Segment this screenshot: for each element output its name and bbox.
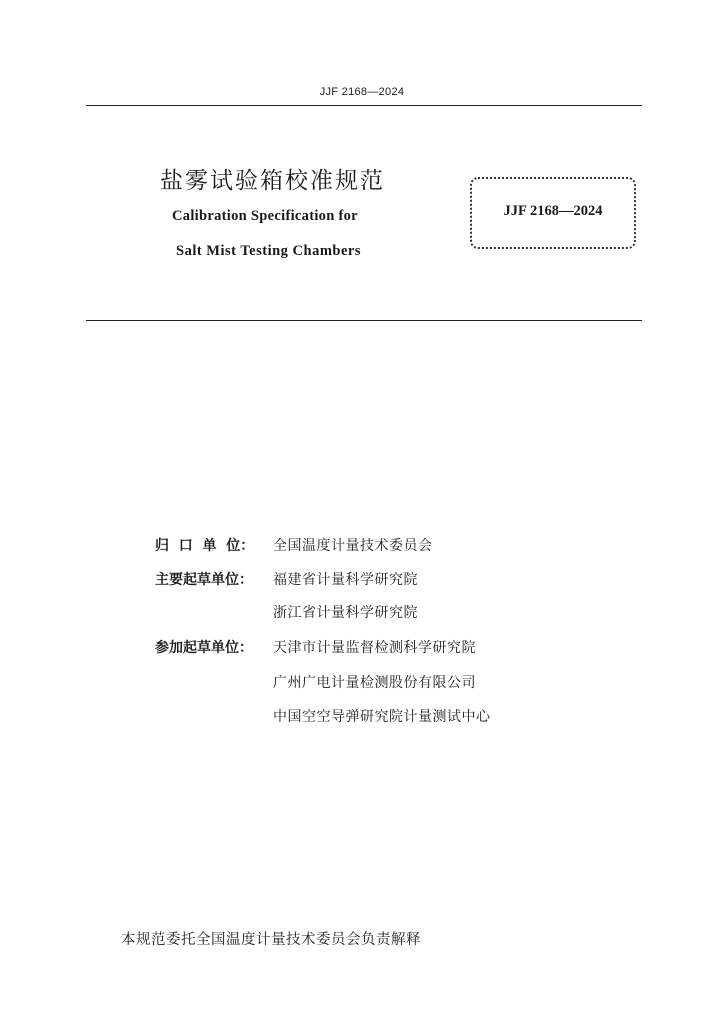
- participating-unit-label: 参加起草单位：: [155, 640, 253, 656]
- participating-unit-value-1: 天津市计量监督检测科学研究院: [273, 640, 476, 656]
- title-english-line1: Calibration Specification for: [172, 208, 358, 224]
- title-chinese: 盐雾试验箱校准规范: [160, 168, 385, 194]
- main-drafting-unit-label: 主要起草单位：: [155, 572, 253, 588]
- top-divider: [86, 105, 642, 106]
- responsible-unit-row: [155, 533, 433, 557]
- main-drafting-unit-value-2: 浙江省计量科学研究院: [273, 605, 418, 621]
- main-drafting-unit-value-1: 福建省计量科学研究院: [273, 572, 418, 588]
- responsible-unit-value: 全国温度计量技术委员会: [273, 538, 433, 554]
- participating-unit-value-3: 中国空空导弹研究院计量测试中心: [273, 709, 491, 725]
- standard-code-box-text: JJF 2168—2024: [503, 203, 603, 219]
- title-english-line2: Salt Mist Testing Chambers: [176, 243, 362, 259]
- main-drafting-unit-row: [155, 567, 418, 591]
- participating-unit-value-2: 广州广电计量检测股份有限公司: [273, 675, 476, 691]
- responsible-unit-label: 归 口 单 位：: [155, 538, 255, 554]
- participating-unit-row: [155, 635, 476, 659]
- header-standard-code: JJF 2168—2024: [319, 86, 405, 98]
- footer-interpretation-note: 本规范委托全国温度计量技术委员会负责解释: [121, 932, 421, 948]
- middle-divider: [86, 320, 642, 321]
